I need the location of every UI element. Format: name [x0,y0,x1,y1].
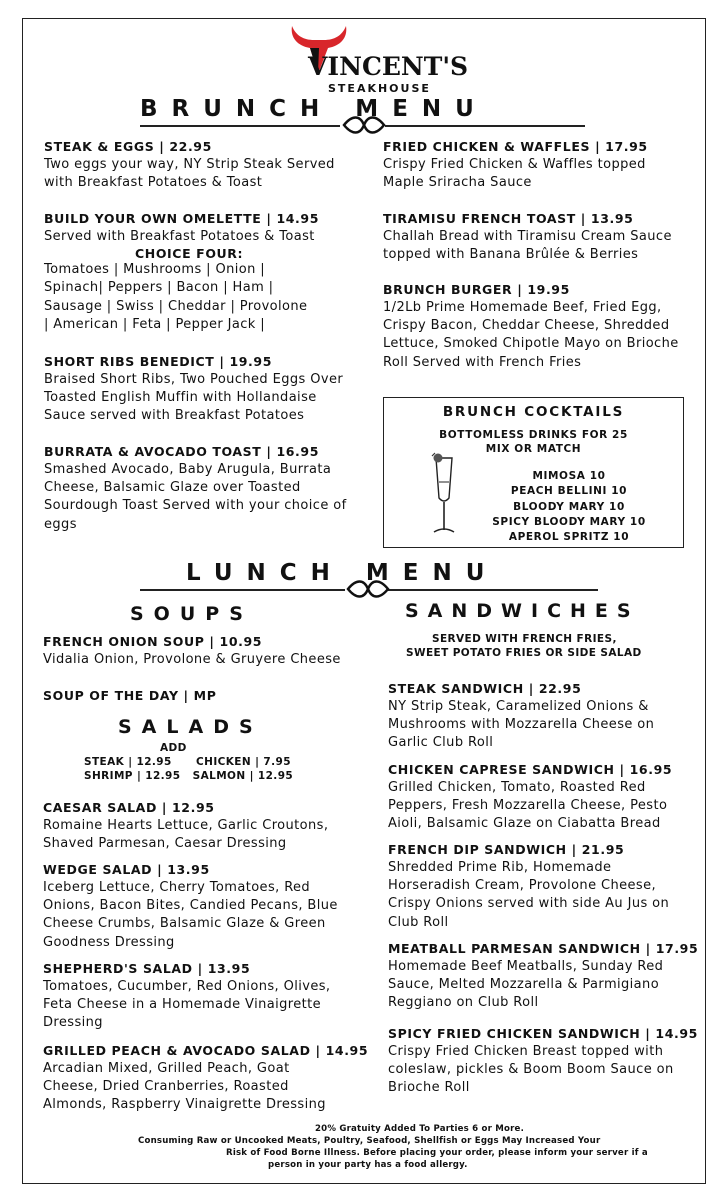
item-desc: Challah Bread with Tiramisu Cream Sauce topped with Banana Brûlée & Berries [383,229,672,263]
divider [385,125,585,127]
sandwiches-title: SANDWICHES [405,600,640,622]
logo [288,24,469,95]
menu-item-french-onion [43,634,363,669]
omelette-options: Tomatoes | Mushrooms | Onion | Spinach| Peppers | Bacon | Ham | Sausage | Swiss | Cheddar | Provolone | American | Feta | Pepper Jack | [44,262,308,332]
item-title: BUILD YOUR OWN OMELETTE | 14.95 [44,211,320,226]
flourish-icon [346,579,390,599]
cocktail-item: APEROL SPRITZ 10 [508,531,630,544]
footer-warning-2: Risk of Food Borne Illness. Before placing your order, please inform your server if a [226,1148,648,1158]
item-title: TIRAMISU FRENCH TOAST | 13.95 [383,211,634,226]
brunch-cocktails-box [383,397,684,548]
menu-item-tiramisu [383,211,683,264]
item-desc: Smashed Avocado, Baby Arugula, Burrata Cheese, Balsamic Glaze over Toasted Sourdough Toast Served with your choice of eggs [44,462,347,532]
footer-warning-1: Consuming Raw or Uncooked Meats, Poultry, Seafood, Shellfish or Eggs May Increased Your [138,1136,601,1146]
item-title: SOUP OF THE DAY | MP [43,688,217,703]
cocktail-item: PEACH BELLINI 10 [510,485,628,498]
item-title: WEDGE SALAD | 13.95 [43,862,210,877]
item-desc: Romaine Hearts Lettuce, Garlic Croutons, Shaved Parmesan, Caesar Dressing [43,818,329,852]
divider [140,125,340,127]
menu-item-burger [383,282,683,372]
item-desc: Homemade Beef Meatballs, Sunday Red Sauce, Melted Mozzarella & Parmigiano Reggiano on Club Roll [388,959,664,1011]
footer-warning-3: person in your party has a food allergy. [268,1160,468,1170]
menu-item-caesar [43,800,358,853]
menu-item-grilled-peach [43,1043,369,1115]
item-title: FRENCH ONION SOUP | 10.95 [43,634,263,649]
item-title: SHORT RIBS BENEDICT | 19.95 [44,354,272,369]
item-desc: NY Strip Steak, Caramelized Onions & Mushrooms with Mozzarella Cheese on Garlic Club Roll [388,699,655,751]
item-title: GRILLED PEACH & AVOCADO SALAD | 14.95 [43,1043,369,1058]
item-title: FRENCH DIP SANDWICH | 21.95 [388,842,625,857]
menu-item-omelette [44,211,344,334]
menu-item-burrata [44,444,349,534]
divider [140,589,345,591]
item-title: STEAK SANDWICH | 22.95 [388,681,582,696]
item-desc: Grilled Chicken, Tomato, Roasted Red Peppers, Fresh Mozzarella Cheese, Pesto Aioli, Balsamic Glaze on Ciabatta Bread [388,780,668,832]
menu-item-steak-eggs [44,139,344,192]
item-title: SPICY FRIED CHICKEN SANDWICH | 14.95 [388,1026,698,1041]
cocktail-item: MIMOSA 10 [532,470,606,482]
menu-item-wedge [43,862,358,952]
item-desc: Crispy Fried Chicken Breast topped with coleslaw, pickles & Boom Boom Sauce on Brioche Roll [388,1044,674,1096]
item-desc: Arcadian Mixed, Grilled Peach, Goat Cheese, Dried Cranberries, Roasted Almonds, Raspberry Vinaigrette Dressing [43,1061,326,1113]
cocktail-item: BLOODY MARY 10 [513,500,625,513]
item-desc: Two eggs your way, NY Strip Steak Served with Breakfast Potatoes & Toast [44,157,335,191]
menu-item-french-dip [388,842,693,932]
salads-title: SALADS [118,716,263,738]
item-desc: Shredded Prime Rib, Homemade Horseradish Cream, Provolone Cheese, Crispy Onions served with side Au Jus on Club Roll [388,860,670,930]
item-desc: Crispy Fried Chicken & Waffles topped Maple Sriracha Sauce [383,157,646,191]
cocktails-line1: BOTTOMLESS DRINKS FOR 25 [439,429,628,441]
item-title: CHICKEN CAPRESE SANDWICH | 16.95 [388,762,673,777]
item-desc: Vidalia Onion, Provolone & Gruyere Cheese [43,652,341,667]
salad-add-line2: SHRIMP | 12.95 SALMON | 12.95 [84,770,294,782]
menu-item-soup-of-day [43,688,363,705]
salad-add-line1: STEAK | 12.95 CHICKEN | 7.95 [84,756,291,768]
item-desc: Tomatoes, Cucumber, Red Onions, Olives, Feta Cheese in a Homemade Vinaigrette Dressing [43,979,331,1031]
brunch-title: BRUNCH MENU [140,96,488,122]
lunch-title: LUNCH MENU [186,560,499,586]
divider [388,589,598,591]
item-desc: Served with Breakfast Potatoes & Toast [44,229,315,244]
cocktail-item: SPICY BLOODY MARY 10 [492,515,646,528]
flourish-icon [342,115,386,135]
sandwiches-served-line2: SWEET POTATO FRIES OR SIDE SALAD [406,647,642,659]
item-title: BRUNCH BURGER | 19.95 [383,282,570,297]
item-title: STEAK & EGGS | 22.95 [44,139,212,154]
item-desc: Braised Short Ribs, Two Pouched Eggs Over Toasted English Muffin with Hollandaise Sauce served with Breakfast Potatoes [44,372,344,424]
menu-item-shepherd [43,961,358,1033]
footer-gratuity: 20% Gratuity Added To Parties 6 or More. [315,1124,525,1134]
salad-add-label: ADD [160,742,187,754]
menu-item-spicy-chicken [388,1026,698,1098]
menu-item-fried-chicken [383,139,683,192]
menu-item-meatball [388,941,699,1013]
item-title: SHEPHERD'S SALAD | 13.95 [43,961,251,976]
item-title: MEATBALL PARMESAN SANDWICH | 17.95 [388,941,699,956]
cocktail-list [464,469,674,545]
menu-item-chicken-caprese [388,762,693,834]
champagne-glass-icon [426,452,462,538]
item-desc: Iceberg Lettuce, Cherry Tomatoes, Red Onions, Bacon Bites, Candied Pecans, Blue Cheese Crumbs, Balsamic Glaze & Green Goodness Dressing [43,880,338,950]
item-desc: 1/2Lb Prime Homemade Beef, Fried Egg, Crispy Bacon, Cheddar Cheese, Shredded Lettuce, Smoked Chipotle Mayo on Brioche Roll Served with French Fries [383,300,679,370]
item-title: CAESAR SALAD | 12.95 [43,800,215,815]
logo-subtitle: STEAKHOUSE [328,82,431,95]
logo-name: VINCENT'S [308,52,469,81]
cocktails-line2: MIX OR MATCH [485,443,582,455]
choice-label: CHOICE FOUR: [135,246,244,262]
item-title: FRIED CHICKEN & WAFFLES | 17.95 [383,139,648,154]
soups-title: SOUPS [130,603,253,625]
item-title: BURRATA & AVOCADO TOAST | 16.95 [44,444,320,459]
menu-item-steak-sandwich [388,681,693,753]
sandwiches-served-line1: SERVED WITH FRENCH FRIES, [432,633,617,645]
cocktails-title: BRUNCH COCKTAILS [442,404,625,420]
menu-item-short-ribs [44,354,344,426]
